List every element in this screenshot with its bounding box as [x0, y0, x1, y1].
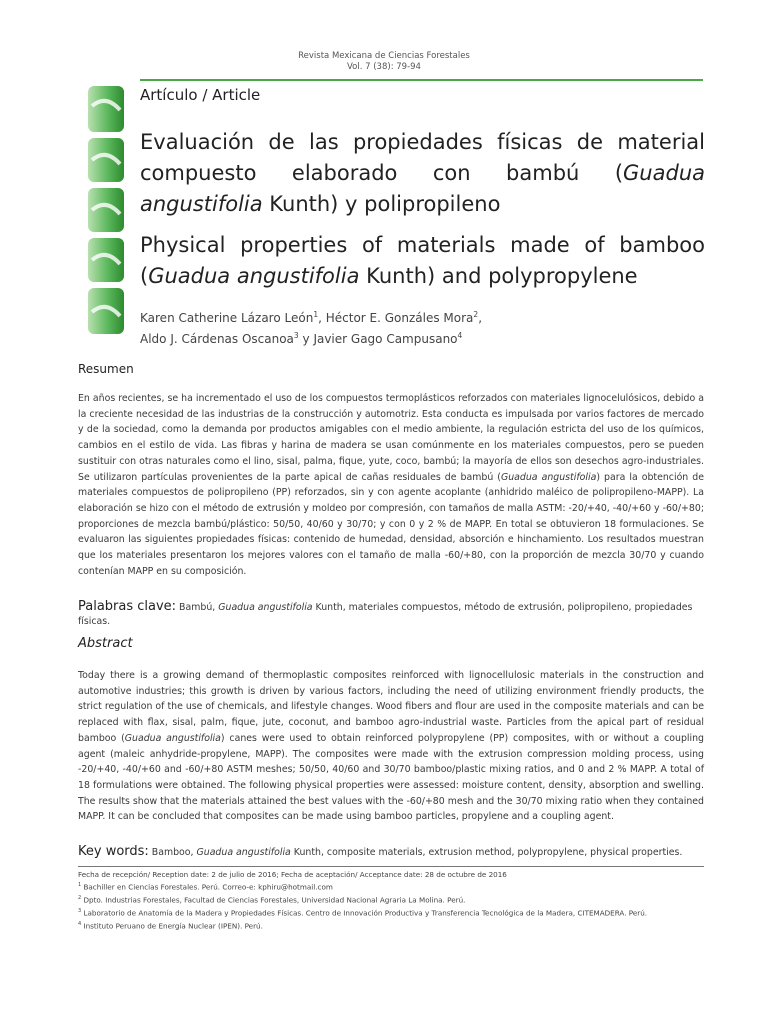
footnote-3 [78, 906, 708, 919]
footnote-text: Instituto Peruano de Energía Nuclear (IPEN). Perú. [81, 921, 263, 931]
resumen-text: ) para la obtención de materiales compuestos de polipropileno (PP) reforzados, sin y con agente acoplante (anhidrido maléico de polipropileno-MAPP). La elaboración se hizo con el método de extrusión y moldeo por compresión, con tamaños de malla ASTM: -20/+40, -40/+60 y -60/+80; proporciones de mezcla bambú/plástico: 50/50, 40/60 y 30/70; y con 0 y 2 % de MAPP. En total se obtuvieron 18 formulaciones. Se evaluaron las siguientes propiedades físicas: contenido de humedad, densidad, absorción e hinchamiento. Los resultados muestran que los materiales presentaron los mejores valores con el tamaño de malla -60/+80, con la proporción de mezcla 30/70 y cuando contenían MAPP en su composición. [78, 471, 705, 577]
title-en-part: Kunth) and polypropylene [359, 264, 638, 288]
author-list [140, 306, 482, 348]
title-en-species: Guadua angustifolia [148, 264, 360, 288]
footnotes [78, 869, 708, 932]
decorative-sidebar-graphic [86, 86, 126, 336]
author-affiliation: 3 [293, 331, 299, 340]
resumen-text: En años recientes, se ha incrementado el uso de los compuestos termoplásticos reforzados con materiales lignocelulósicos, debido a la creciente necesidad de las industrias de la construcción y automotriz. Esta conducta es impulsada por varios factores de mercado y de la sociedad, como la demanda por productos amigables con el medio ambiente, la regulación estricta del uso de los químicos, cambios en el estilo de vida. Las fibras y harina de madera se usan comúnmente en los materiales compuestos, pero se pueden sustituir con otras naturales como el lino, sisal, palma, fique, yute, coco, bambú; la mayoría de ellos son desechos agro-industriales. Se utilizaron partículas provenientes de la parte apical de cañas residuales de bambú ( [78, 393, 704, 483]
title-spanish [140, 127, 705, 220]
abstract-heading: Abstract [78, 636, 133, 651]
footnote-number: 2 [78, 895, 82, 902]
keywords-es-label: Palabras clave: [78, 599, 177, 614]
title-en-part: Physical properties of materials made of bamboo ( [140, 233, 705, 288]
title-es-part: Kunth) y polipropileno [262, 192, 501, 216]
journal-volume: Vol. 7 (38): 79-94 [347, 62, 421, 72]
keywords-en-species: Guadua angustifolia [196, 847, 291, 858]
journal-header [0, 51, 768, 73]
article-type-label: Artículo / Article [140, 86, 261, 104]
keywords-es-text: Bambú, [176, 602, 219, 613]
header-rule [140, 79, 703, 81]
author-name: Karen Catherine Lázaro León [140, 311, 314, 325]
footnote-2 [78, 893, 708, 906]
footnote-text: Bachiller en Ciencias Forestales. Perú. Correo-e: kphiru@hotmail.com [81, 882, 333, 892]
author-separator: , [318, 311, 326, 325]
keywords-spanish [78, 600, 708, 629]
footnote-1 [78, 880, 708, 893]
resumen-heading: Resumen [78, 362, 134, 376]
author-separator: , [478, 311, 483, 325]
resumen-body [78, 391, 704, 579]
journal-name: Revista Mexicana de Ciencias Forestales [298, 51, 470, 61]
author-affiliation: 1 [313, 310, 319, 319]
footnote-text: Laboratorio de Anatomía de la Madera y Propiedades Físicas. Centro de Innovación Productiva y Transferencia Tecnológica de la Madera, CITEMADERA. Perú. [81, 908, 648, 918]
keywords-en-text: Bamboo, [148, 847, 197, 858]
keywords-english [78, 845, 708, 860]
author-affiliation: 2 [473, 310, 479, 319]
footnote-text: Dpto. Industrias Forestales, Facultad de Ciencias Forestales, Universidad Nacional Agraria La Molina. Perú. [81, 895, 466, 905]
footnote-4 [78, 919, 708, 932]
footnote-rule [78, 866, 704, 867]
author-affiliation: 4 [457, 331, 463, 340]
resumen-species: Guadua angustifolia [500, 471, 597, 483]
footnote-dates: Fecha de recepción/ Reception date: 2 de julio de 2016; Fecha de aceptación/ Acceptance date: 28 de octubre de 2016 [78, 870, 507, 879]
abstract-species: Guadua angustifolia [124, 732, 221, 744]
keywords-en-label: Key words: [78, 844, 149, 859]
abstract-text: ) canes were used to obtain reinforced polypropylene (PP) composites, with or without a coupling agent (maleic anhydride-propylene, MAPP). The composites were made with the extrusion compression molding process, using -20/+40, -40/+60 and -60/+80 ASTM meshes; 50/50, 40/60 and 30/70 bamboo/plastic mixing ratios, and 0 and 2 % MAPP. A total of 18 formulations were obtained. The following physical properties were assessed: moisture content, density, absorption and swelling. The results show that the materials attained the best values with the -60/+80 mesh and the 30/70 mixing ratio when they contained MAPP. It can be concluded that composites can be made using bamboo particles, propylene and a coupling agent. [78, 732, 705, 823]
author-line [140, 327, 482, 348]
abstract-text: Today there is a growing demand of thermoplastic composites reinforced with lignocellulosic materials in the construction and automotive industries; this growth is driven by various factors, including the need of utilizing environment friendly products, the strict regulation of the use of chemicals, and lifestyle changes. Wood fibers and flour are used in the composite materials and can be replaced with flax, sisal, palm, fique, jute, coconut, and bamboo agro-industrial waste. Particles from the apical part of residual bamboo ( [78, 670, 704, 744]
author-name: Aldo J. Cárdenas Oscanoa [140, 332, 294, 346]
title-english [140, 230, 705, 292]
title-es-species: Guadua angustifolia [140, 161, 705, 216]
footnote-number: 3 [78, 908, 82, 914]
author-name: Javier Gago Campusano [313, 332, 458, 346]
author-name: Héctor E. Gonzáles Mora [325, 311, 474, 325]
keywords-es-species: Guadua angustifolia [218, 602, 313, 613]
abstract-body [78, 668, 704, 825]
title-es-part: Evaluación de las propiedades físicas de material compuesto elaborado con bambú ( [140, 130, 705, 185]
footnote-number: 4 [78, 920, 82, 927]
author-separator: y [298, 332, 314, 346]
author-line [140, 306, 482, 327]
keywords-es-text: Kunth, materiales compuestos, método de extrusión, polipropileno, propiedades físicas. [78, 602, 693, 627]
footnote-number: 1 [78, 882, 82, 889]
keywords-en-text: Kunth, composite materials, extrusion method, polypropylene, physical properties. [290, 847, 683, 858]
